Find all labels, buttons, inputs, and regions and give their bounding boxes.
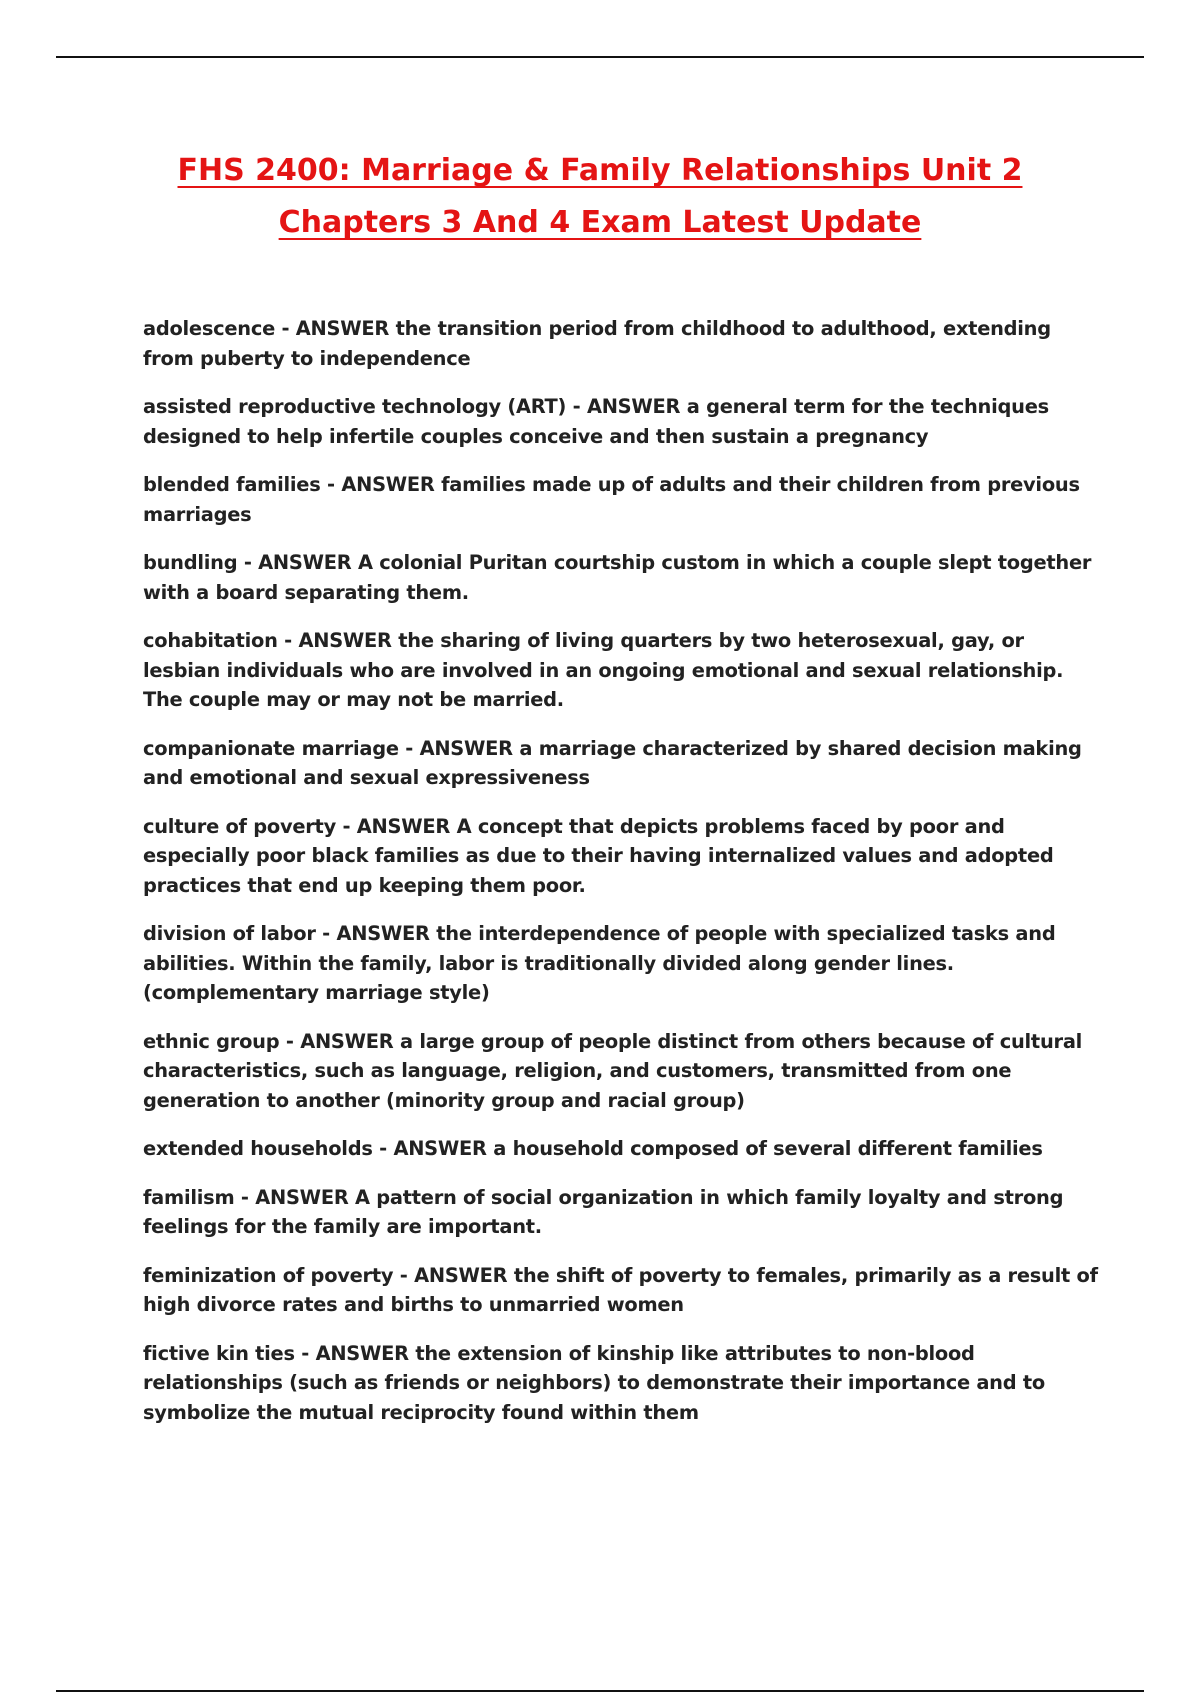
entry-definition: the extension of kinship like attributes to non-blood relationships (such as friends or neighbors) to demonstrate their importance and to symbolize the mutual reciprocity found within them <box>143 1341 1045 1424</box>
glossary-entry: assisted reproductive technology (ART) - ANSWER a general term for the techniques designed to help infertile couples conceive and then sustain a pregnancy <box>143 395 1049 448</box>
entry-definition: families made up of adults and their children from previous marriages <box>143 473 1080 526</box>
answer-label: ANSWER <box>300 1029 394 1053</box>
answer-label: ANSWER <box>341 473 435 496</box>
entry-definition: a general term for the techniques designed to help infertile couples conceive and then sustain a pregnancy <box>143 395 1049 448</box>
answer-label: ANSWER <box>295 317 390 340</box>
document-title <box>0 145 1200 249</box>
answer-label: ANSWER <box>356 814 451 838</box>
bottom-rule <box>56 1690 1144 1692</box>
entry-definition: the transition period from childhood to adulthood, extending from puberty to independence <box>143 317 1051 370</box>
entry-term: companionate marriage <box>143 736 399 760</box>
entry-term: blended families <box>143 473 321 496</box>
answer-label: ANSWER <box>255 1185 349 1209</box>
glossary-entry: culture of poverty - ANSWER A concept that depicts problems faced by poor and especially poor black families as due to their having internalized values and adopted practices that end up keeping them poor. <box>143 814 1054 897</box>
entry-definition: a large group of people distinct from others because of cultural characteristics, such as language, religion, and customers, transmitted from one generation to another (minority group and racial group) <box>143 1029 1083 1112</box>
entry-definition: A pattern of social organization in which family loyalty and strong feelings for the family are important. <box>143 1185 1064 1238</box>
entry-definition: the sharing of living quarters by two heterosexual, gay, or lesbian individuals who are involved in an ongoing emotional and sexual relationship. The couple may or may not be married. <box>143 629 1064 711</box>
entry-term: familism <box>143 1185 235 1209</box>
glossary-entry: feminization of poverty - ANSWER the shift of poverty to females, primarily as a result of high divorce rates and births to unmarried women <box>143 1263 1098 1316</box>
entry-term: bundling <box>143 551 238 574</box>
entry-term: fictive kin ties <box>143 1341 295 1365</box>
title-line-2: Chapters 3 And 4 Exam Latest Update <box>278 205 922 240</box>
glossary-entry: familism - ANSWER A pattern of social organization in which family loyalty and strong feelings for the family are important. <box>143 1185 1064 1238</box>
entry-definition: the shift of poverty to females, primarily as a result of high divorce rates and births to unmarried women <box>143 1263 1098 1316</box>
entry-term: ethnic group <box>143 1029 280 1053</box>
entry-term: extended households <box>143 1137 373 1160</box>
title-line-1: FHS 2400: Marriage & Family Relationships Unit 2 <box>177 153 1023 188</box>
answer-label: ANSWER <box>414 1263 508 1287</box>
glossary-entry: blended families - ANSWER families made up of adults and their children from previous marriages <box>143 473 1080 526</box>
entry-term: culture of poverty <box>143 814 336 838</box>
entry-definition: A concept that depicts problems faced by poor and especially poor black families as due to their having internalized values and adopted practices that end up keeping them poor. <box>143 814 1054 897</box>
entry-term: cohabitation <box>143 629 278 652</box>
answer-label: ANSWER <box>298 629 392 652</box>
entry-definition: a household composed of several different families <box>493 1137 1043 1160</box>
answer-label: ANSWER <box>419 736 513 760</box>
entry-term: adolescence <box>143 317 275 340</box>
answer-label: ANSWER <box>393 1137 487 1160</box>
answer-label: ANSWER <box>586 395 681 418</box>
glossary-entry: extended households - ANSWER a household composed of several different families <box>143 1137 1043 1160</box>
glossary-entry: bundling - ANSWER A colonial Puritan courtship custom in which a couple slept together with a board separating them. <box>143 551 1092 604</box>
entry-term: division of labor <box>143 922 316 945</box>
entry-definition: A colonial Puritan courtship custom in which a couple slept together with a board separating them. <box>143 551 1092 604</box>
glossary-entry: division of labor - ANSWER the interdependence of people with specialized tasks and abilities. Within the family, labor is traditionally divided along gender lines. (complementary marriage style) <box>143 922 1056 1004</box>
entry-term: feminization of poverty <box>143 1263 394 1287</box>
entry-definition: a marriage characterized by shared decision making and emotional and sexual expressiveness <box>143 736 1082 789</box>
top-rule <box>56 56 1144 58</box>
glossary-entry: adolescence - ANSWER the transition period from childhood to adulthood, extending from puberty to independence <box>143 317 1051 370</box>
glossary-list <box>143 314 1103 1446</box>
entry-term: assisted reproductive technology (ART) <box>143 395 567 418</box>
answer-label: ANSWER <box>336 922 430 945</box>
entry-definition: the interdependence of people with specialized tasks and abilities. Within the family, labor is traditionally divided along gender lines. (complementary marriage style) <box>143 922 1056 1004</box>
glossary-entry: ethnic group - ANSWER a large group of people distinct from others because of cultural characteristics, such as language, religion, and customers, transmitted from one generation to another (minority group and racial group) <box>143 1029 1083 1112</box>
answer-label: ANSWER <box>258 551 352 574</box>
glossary-entry: fictive kin ties - ANSWER the extension of kinship like attributes to non-blood relationships (such as friends or neighbors) to demonstrate their importance and to symbolize the mutual reciprocity found within them <box>143 1341 1045 1424</box>
answer-label: ANSWER <box>315 1341 409 1365</box>
glossary-entry: companionate marriage - ANSWER a marriage characterized by shared decision making and emotional and sexual expressiveness <box>143 736 1082 789</box>
glossary-entry: cohabitation - ANSWER the sharing of living quarters by two heterosexual, gay, or lesbian individuals who are involved in an ongoing emotional and sexual relationship. The couple may or may not be married. <box>143 629 1064 711</box>
